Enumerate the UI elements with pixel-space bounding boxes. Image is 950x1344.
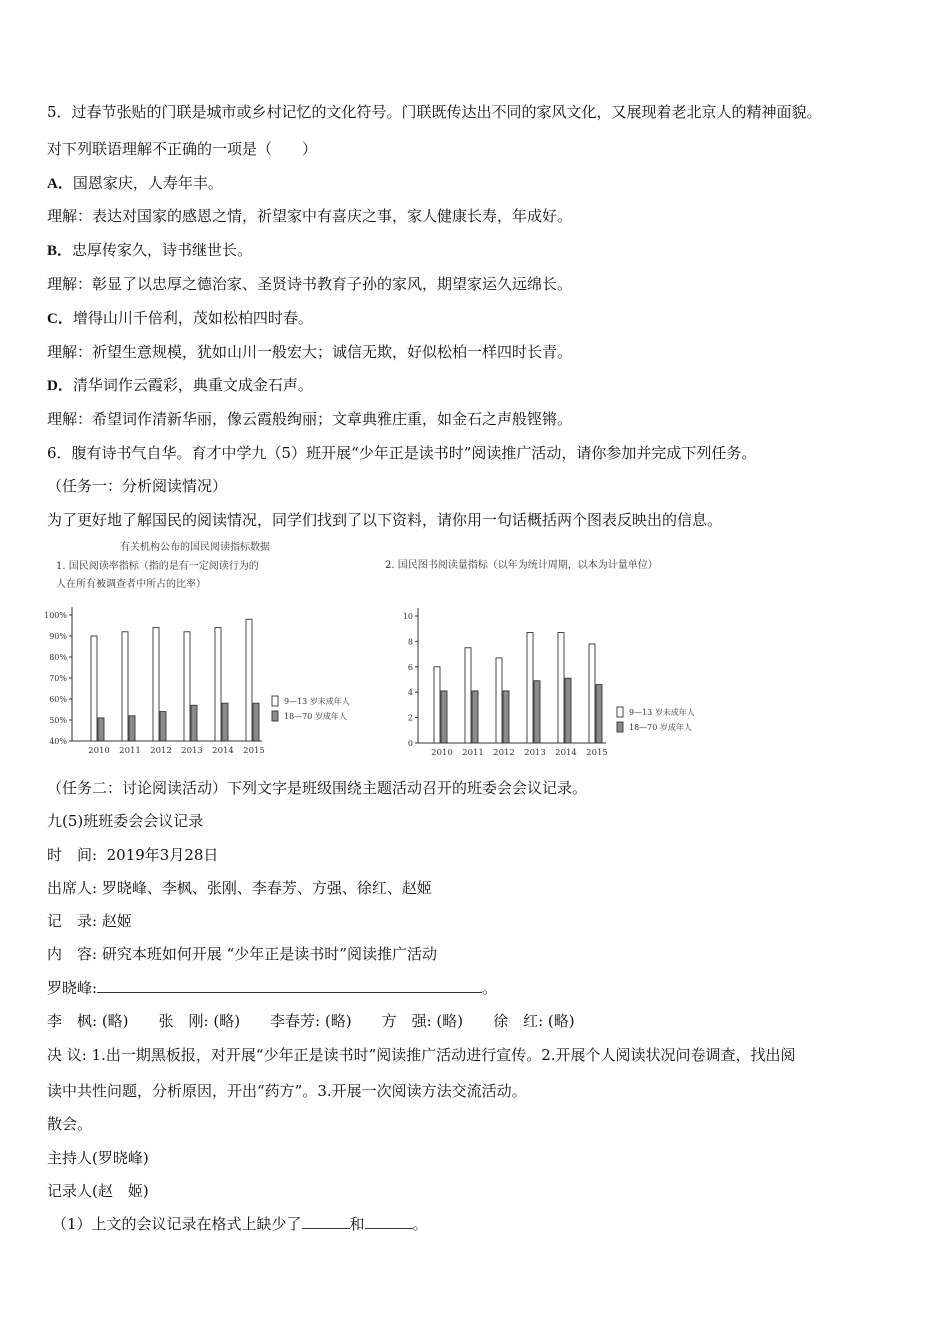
- minutes-recorder-sign: 记录人(赵 姬): [47, 1182, 149, 1200]
- content-label: 内 容:: [47, 945, 98, 963]
- chart2-y-tick-label: 2: [407, 713, 413, 723]
- chart2-x-tick-label: 2014: [555, 748, 577, 758]
- chart1-legend-swatch: [272, 711, 278, 721]
- minutes-speaker: [47, 978, 497, 998]
- chart1-y-tick-label: 90%: [49, 632, 67, 641]
- minutes-resolution-line1: 决 议: 1.出一期黑板报，对开展“少年正是读书时”阅读推广活动进行宣传。2.开展个人阅读状况问卷调查，找出阅: [47, 1046, 796, 1064]
- option-b-letter: B．: [47, 243, 73, 259]
- chart2-bar-youth: [558, 633, 564, 743]
- chart1-y-tick-label: 60%: [49, 695, 67, 704]
- option-c-explain: 理解：祈望生意规模，犹如山川一般宏大；诚信无欺，好似松柏一样四时长青。: [47, 343, 573, 361]
- minutes-time: [47, 845, 218, 865]
- attend-label: 出席人:: [47, 879, 98, 897]
- chart1-bar-adult: [253, 703, 259, 741]
- chart2-x-tick-label: 2015: [586, 748, 608, 758]
- minutes-adjourn: 散会。: [47, 1115, 93, 1133]
- chart1-bar-youth: [122, 632, 128, 741]
- option-d-letter: D．: [47, 378, 73, 394]
- chart1-y-tick-label: 70%: [49, 674, 67, 683]
- chart2-bar-adult: [534, 681, 540, 743]
- chart1-y-tick-label: 40%: [49, 737, 67, 746]
- chart1-title: 有关机构公布的国民阅读指标数据: [120, 542, 270, 553]
- chart2-y-tick-label: 4: [407, 688, 413, 698]
- option-a: [47, 173, 223, 194]
- option-d: [47, 375, 313, 396]
- content-value: 研究本班如何开展 “少年正是读书时”阅读推广活动: [101, 945, 437, 963]
- chart1-x-tick-label: 2014: [212, 746, 234, 756]
- option-a-letter: A．: [47, 176, 73, 192]
- chart1-x-tick-label: 2011: [119, 746, 141, 756]
- chart1-bar-youth: [91, 636, 97, 741]
- chart1-bar-adult: [160, 712, 166, 741]
- record-value: 赵姬: [101, 912, 132, 930]
- chart1-bar-youth: [246, 619, 252, 741]
- chart2-y-tick-label: 8: [407, 637, 413, 647]
- chart1-y-tick-label: 100%: [44, 611, 67, 620]
- minutes-others: 李 枫: (略) 张 刚: (略) 李春芳: (略) 方 强: (略) 徐 红: (略): [47, 1012, 575, 1030]
- chart1-legend-swatch: [272, 696, 278, 706]
- sub1-mid: 和: [349, 1215, 365, 1233]
- q5-stem-line2: 对下列联语理解不正确的一项是（ ）: [47, 140, 318, 158]
- chart2-bar-adult: [565, 678, 571, 743]
- time-label: 时 间:: [47, 846, 98, 864]
- minutes-content: [47, 944, 437, 964]
- task1-prompt: 为了更好地了解国民的阅读情况，同学们找到了以下资料，请你用一句话概括两个图表反映出的信息。: [47, 511, 723, 529]
- chart2-bar-adult: [596, 685, 602, 743]
- chart1-legend-label: 18—70 岁成年人: [284, 712, 347, 721]
- chart1-legend-label: 9—13 岁未成年人: [284, 697, 350, 706]
- speaker-answer-blank[interactable]: [97, 978, 482, 993]
- chart2-bar-youth: [434, 667, 440, 743]
- speaker-end: 。: [482, 979, 498, 997]
- chart1-x-tick-label: 2015: [243, 746, 265, 756]
- chart2-x-tick-label: 2012: [493, 748, 515, 758]
- chart2-x-tick-label: 2010: [431, 748, 453, 758]
- task1-title: （任务一：分析阅读情况）: [47, 477, 228, 495]
- chart2-x-tick-label: 2011: [462, 748, 484, 758]
- chart1-bar-adult: [191, 705, 197, 741]
- chart1-bar-adult: [98, 718, 104, 741]
- sub1-end: 。: [412, 1215, 428, 1233]
- chart2-y-tick-label: 0: [407, 739, 413, 748]
- chart1-bar-adult: [129, 716, 135, 741]
- chart1-bar-youth: [153, 628, 159, 741]
- option-b: [47, 240, 252, 261]
- option-a-explain: 理解：表达对国家的感恩之情，祈望家中有喜庆之事，家人健康长寿，年成好。: [47, 207, 573, 225]
- chart2-bar-youth: [496, 658, 502, 743]
- chart1-subtitle-line2: 人在所有被调查者中所占的比率）: [56, 579, 206, 590]
- chart2-bar-adult: [472, 691, 478, 743]
- answer-blank-2[interactable]: [365, 1214, 413, 1229]
- chart2-legend-swatch: [617, 722, 623, 732]
- option-d-explain: 理解：希望词作清新华丽，像云霞般绚丽；文章典雅庄重，如金石之声般铿锵。: [47, 410, 573, 428]
- minutes-host: 主持人(罗晓峰): [47, 1149, 149, 1167]
- chart1-bar-youth: [215, 628, 221, 741]
- sub-question-1: [52, 1214, 428, 1234]
- chart2-legend-label: 18—70 岁成年人: [629, 723, 692, 732]
- chart2-y-tick-label: 10: [402, 612, 413, 621]
- chart2-y-tick-label: 6: [407, 662, 413, 672]
- chart1-x-tick-label: 2012: [150, 746, 172, 756]
- time-value: 2019年3月28日: [106, 846, 219, 864]
- minutes-title: 九(5)班班委会会议记录: [47, 812, 204, 830]
- chart2-bar-adult: [503, 691, 509, 743]
- chart1-bar-adult: [222, 703, 228, 741]
- chart2-legend-label: 9—13 岁未成年人: [629, 708, 695, 717]
- task2-title: （任务二：讨论阅读活动）下列文字是班级围绕主题活动召开的班委会会议记录。: [47, 779, 588, 797]
- chart1-x-tick-label: 2013: [181, 746, 203, 756]
- chart2-bar-youth: [465, 648, 471, 743]
- q6-stem: 6．腹有诗书气自华。育才中学九（5）班开展“少年正是读书时”阅读推广活动，请你参加并完成下列任务。: [47, 444, 757, 462]
- answer-blank-1[interactable]: [302, 1214, 350, 1229]
- chart1-x-tick-label: 2010: [88, 746, 110, 756]
- reading-charts: [0, 535, 950, 765]
- minutes-resolution-line2: 读中共性问题，分析原因，开出“药方”。3.开展一次阅读方法交流活动。: [47, 1082, 527, 1100]
- chart2-bar-adult: [441, 691, 447, 743]
- chart2-plot: [403, 608, 695, 758]
- chart1-subtitle-line1: 1. 国民阅读率指标（指的是有一定阅读行为的: [56, 561, 259, 572]
- option-c: [47, 308, 313, 329]
- chart2-x-tick-label: 2013: [524, 748, 546, 758]
- chart1-bar-youth: [184, 632, 190, 741]
- chart1-y-tick-label: 80%: [49, 653, 67, 662]
- option-c-text: 增得山川千倍利，茂如松柏四时春。: [72, 309, 313, 327]
- chart2-legend-swatch: [617, 707, 623, 717]
- option-b-explain: 理解：彰显了以忠厚之德治家、圣贤诗书教育子孙的家风，期望家运久远绵长。: [47, 275, 573, 293]
- q5-stem-line1: 5．过春节张贴的门联是城市或乡村记忆的文化符号。门联既传达出不同的家风文化，又展现着老北京人的精神面貌。: [47, 103, 822, 121]
- option-d-text: 清华词作云霞彩，典重文成金石声。: [72, 376, 313, 394]
- option-a-text: 国恩家庆，人寿年丰。: [72, 174, 223, 192]
- chart1-y-tick-label: 50%: [49, 716, 67, 725]
- minutes-attendees: [47, 878, 432, 898]
- chart1-plot: [44, 607, 350, 756]
- chart2-bar-youth: [527, 633, 533, 743]
- option-b-text: 忠厚传家久，诗书继世长。: [72, 241, 253, 259]
- record-label: 记 录:: [47, 912, 98, 930]
- minutes-recorder: [47, 911, 132, 931]
- sub1-prefix: （1）上文的会议记录在格式上缺少了: [52, 1215, 302, 1233]
- attend-value: 罗晓峰、李枫、张刚、李春芳、方强、徐红、赵姬: [101, 879, 432, 897]
- option-c-letter: C．: [47, 311, 73, 327]
- chart2-title: 2. 国民图书阅读量指标（以年为统计周期，以本为计量单位）: [385, 560, 658, 571]
- chart2-bar-youth: [589, 644, 595, 743]
- speaker-label: 罗晓峰:: [47, 979, 98, 997]
